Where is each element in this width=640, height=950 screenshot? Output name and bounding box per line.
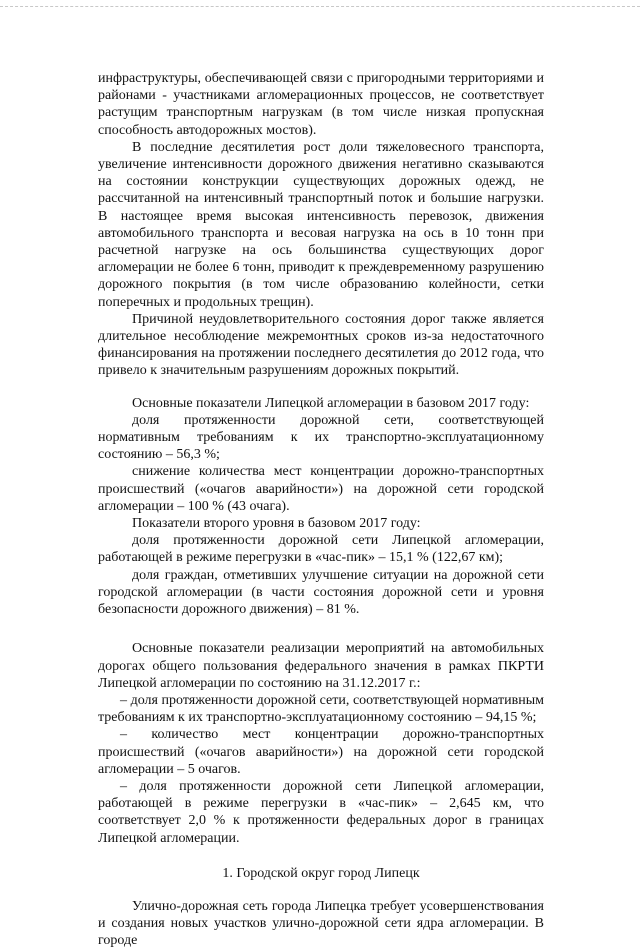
paragraph-indicator-overload: доля протяженности дорожной сети Липецкой агломерации, работающей в режиме перегрузки в «час-пик» – 15,1 % (122,67 км); <box>98 533 544 566</box>
paragraph-federal-overload: – доля протяженности дорожной сети Липецкой агломерации, работающей в режиме перегрузки в «час-пик» – 2,645 км, что соответствует 2,0 % к протяженности федеральных дорог в границах Липецкой агломерации. <box>98 778 544 846</box>
paragraph-street-network: Улично-дорожная сеть города Липецка требует усовершенствования и создания новых участков улично-дорожной сети ядра агломерации. В городе <box>98 898 544 949</box>
paragraph-unsatisfactory-condition: Причиной неудовлетворительного состояния дорог также является длительное несоблюдение межремонтных сроков из-за недостаточного финансирования на протяжении последнего десятилетия до 2012 года, что привело к значительным разрушениям дорожных покрытий. <box>98 311 544 379</box>
paragraph-federal-road-share: – доля протяженности дорожной сети, соответствующей нормативным требованиям к их транспортно-эксплуатационному состоянию – 94,15 %; <box>98 692 544 726</box>
paragraph-indicator-road-share: доля протяженности дорожной сети, соответствующей нормативным требованиям к их транспортно-эксплуатационному состоянию – 56,3 %; <box>98 412 544 463</box>
paragraph-second-level-heading: Показатели второго уровня в базовом 2017 году: <box>132 516 421 532</box>
paragraph-federal-accident-spots: – количество мест концентрации дорожно-транспортных происшествий («очагов аварийности») на дорожной сети городской агломерации – 5 очагов. <box>98 727 544 777</box>
document-body <box>98 70 544 950</box>
scan-edge-line <box>0 6 640 7</box>
paragraph-indicator-citizens: доля граждан, отметивших улучшение ситуации на дорожной сети городской агломерации (в части состояния дорожной сети и уровня безопасности дорожного движения) – 81 %. <box>98 567 544 618</box>
paragraph-infrastructure-continuation: инфраструктуры, обеспечивающей связи с пригородными территориями и районами - участниками агломерационных процессов, не соответствует растущим транспортным нагрузкам (в том числе низкая пропускная способность автодорожных мостов). <box>98 71 544 138</box>
paragraph-heavy-transport: В последние десятилетия рост доли тяжеловесного транспорта, увеличение интенсивности дорожного движения негативно сказываются на состоянии конструкции существующих дорожных одежд, не рассчитанной на интенсивный транспортный поток и большие нагрузки. В настоящее время высокая интенсивность перевозок, движения автомобильного транспорта и весовая нагрузка на ось в 10 тонн при расчетной нагрузке на ось большинства существующих дорог агломерации не более 6 тонн, приводит к преждевременному разрушению дорожного покрытия (в том числе образованию колейности, сетки поперечных и продольных трещин). <box>98 139 544 310</box>
section-heading-lipetsk: 1. Городской округ город Липецк <box>222 865 420 881</box>
paragraph-base-indicators-heading: Основные показатели Липецкой агломерации в базовом 2017 году: <box>132 395 530 411</box>
paragraph-indicator-accident-spots: снижение количества мест концентрации дорожно-транспортных происшествий («очагов аварийности») на дорожной сети городской агломерации – 100 % (43 очага). <box>98 464 544 514</box>
paragraph-federal-indicators-heading: Основные показатели реализации мероприятий на автомобильных дорогах общего пользования федерального значения в рамках ПКРТИ Липецкой агломерации по состоянию на 31.12.2017 г.: <box>98 641 544 691</box>
